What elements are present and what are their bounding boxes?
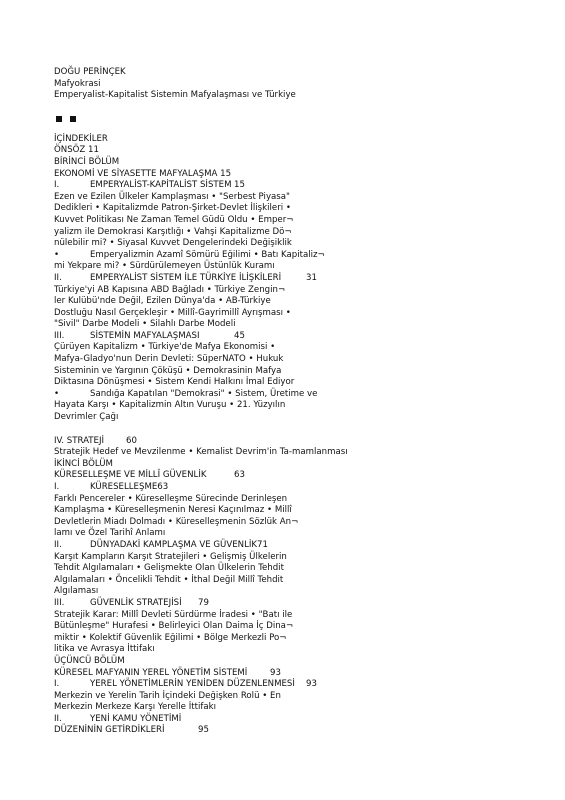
toc-line: ÜÇÜNCÜ BÖLÜM [54,655,125,666]
toc-line: Sisteminin ve Yargının Çöküşü • Demokrasinin Mafya [54,365,282,376]
toc-line: KÜRESELLEŞME VE MİLLÎ GÜVENLİK 63 [54,470,245,481]
toc-line: miktir • Kolektif Güvenlik Eğilimi • Bölge Merkezli Po¬ [54,632,287,643]
toc-line: Stratejik Karar: Millî Devleti Sürdürme İradesi • "Batı ile [54,609,293,620]
toc-line: II. DÜNYADAKİ KAMPLAŞMA VE GÜVENLİK71 [54,539,268,550]
book-subtitle: Emperyalist-Kapitalist Sistemin Mafyalaşması ve Türkiye [54,90,296,101]
toc-line: Algılamaları • Öncelikli Tehdit • İthal Değil Millî Tehdit [54,574,284,585]
toc-line: Kuvvet Politikası Ne Zaman Temel Güdü Oldu • Emper¬ [54,214,294,225]
toc-line: Çürüyen Kapitalizm • Türkiye'de Mafya Ekonomisi • [54,342,276,353]
toc-line: Hayata Karşı • Kapitalizmin Altın Vuruşu • 21. Yüzyılın [54,400,286,411]
toc-line: nülebilir mi? • Siyasal Kuvvet Dengelerindeki Değişiklik [54,238,292,249]
toc-line: İKİNCİ BÖLÜM [54,458,113,469]
toc-line: I. YEREL YÖNETİMLERİN YENİDEN DÜZENLENMESİ 93 [54,679,317,690]
table-of-contents-part-1 [54,134,524,424]
book-title: Mafyokrasi [54,78,101,89]
toc-line: I. EMPERYALİST-KAPİTALİST SİSTEM 15 [54,180,245,191]
toc-line: III. SİSTEMİN MAFYALAŞMASI 45 [54,330,245,341]
toc-line: Ezen ve Ezilen Ülkeler Kamplaşması • "Serbest Piyasa" [54,191,290,202]
toc-line: ÖNSÖZ 11 [54,145,99,156]
square-bullet-icon [56,116,62,122]
toc-line: ler Kulübü'nde Değil, Ezilen Dünya'da • AB-Türkiye [54,296,271,307]
spacer [54,122,524,134]
toc-line: KÜRESEL MAFYANIN YEREL YÖNETİM SİSTEMİ 93 [54,667,281,678]
toc-line: mi Yekpare mi? • Sürdürülemeyen Üstünlük Kuramı [54,261,275,272]
toc-line: Mafya-Gladyo'nun Derin Devleti: SüperNATO • Hukuk [54,354,284,365]
spacer [54,424,524,436]
toc-line: IV. STRATEJİ 60 [54,435,137,446]
toc-line: Stratejik Hedef ve Mevzilenme • Kemalist Devrim'in Ta-mamlanması [54,447,348,458]
toc-line: yalizm ile Demokrasi Karşıtlığı • Vahşi Kapitalizme Dö¬ [54,226,292,237]
toc-line: Karşıt Kampların Karşıt Stratejileri • Gelişmiş Ülkelerin [54,551,287,562]
toc-line: Tehdit Algılamaları • Gelişmekte Olan Ülkelerin Tehdit [54,563,284,574]
square-bullet-icon [70,116,76,122]
toc-line: Merkezin ve Yerelin Tarih İçindeki Değişken Rolü • En [54,690,281,701]
toc-line: litika ve Avrasya İttifakı [54,644,155,655]
toc-line: Dostluğu Nasıl Gerçekleşir • Millî-Gayrimillî Ayrışması • [54,307,291,318]
toc-line: DÜZENİNİN GETİRDİKLERİ 95 [54,725,209,736]
toc-line: I. KÜRESELLEŞME63 [54,482,169,492]
toc-line: Merkezin Merkeze Karşı Yerelle İttifakı [54,702,217,713]
toc-line: Kamplaşma • Küreselleşmenin Neresi Kaçınılmaz • Millî [54,505,292,516]
toc-line: BİRİNCİ BÖLÜM [54,156,120,167]
table-of-contents-part-2 [54,436,524,737]
toc-line: EKONOMİ VE SİYASETTE MAFYALAŞMA 15 [54,168,232,179]
author-name: DOĞU PERİNÇEK [54,67,126,77]
toc-line: Türkiye'yi AB Kapısına ABD Bağladı • Türkiye Zengin¬ [54,284,286,295]
toc-line: Algılaması [54,586,99,597]
toc-line: Bütünleşme" Hurafesi • Belirleyici Olan Daima İç Dina¬ [54,621,294,632]
toc-line: Dedikleri • Kapitalizmde Patron-Şirket-Devlet İlişkileri • [54,203,291,214]
document-page [54,67,524,737]
toc-line: "Sivil" Darbe Modeli • Silahlı Darbe Modeli [54,319,236,330]
toc-line: İÇİNDEKİLER [54,133,108,144]
toc-line: • Sandığa Kapatılan "Demokrasi" • Sistem, Üretime ve [54,388,318,399]
toc-line: lamı ve Özel Tarihî Anlamı [54,528,166,539]
toc-line: Diktasına Dönüşmesi • Sistem Kendi Halkını İmal Ediyor [54,377,295,388]
toc-line: • Emperyalizmin Azamî Sömürü Eğilimi • Batı Kapitaliz¬ [54,249,325,260]
toc-line: II. YENİ KAMU YÖNETİMİ [54,713,182,724]
toc-line: Farklı Pencereler • Küreselleşme Sürecinde Derinleşen [54,493,288,504]
toc-line: Devletlerin Miadı Dolmadı • Küreselleşmenin Sözlük An¬ [54,516,299,527]
toc-line: Devrimler Çağı [54,412,119,423]
toc-line: II. EMPERYALİST SİSTEM İLE TÜRKİYE İLİŞKİLERİ 31 [54,272,317,283]
toc-line: III. GÜVENLİK STRATEJİSİ 79 [54,597,209,608]
